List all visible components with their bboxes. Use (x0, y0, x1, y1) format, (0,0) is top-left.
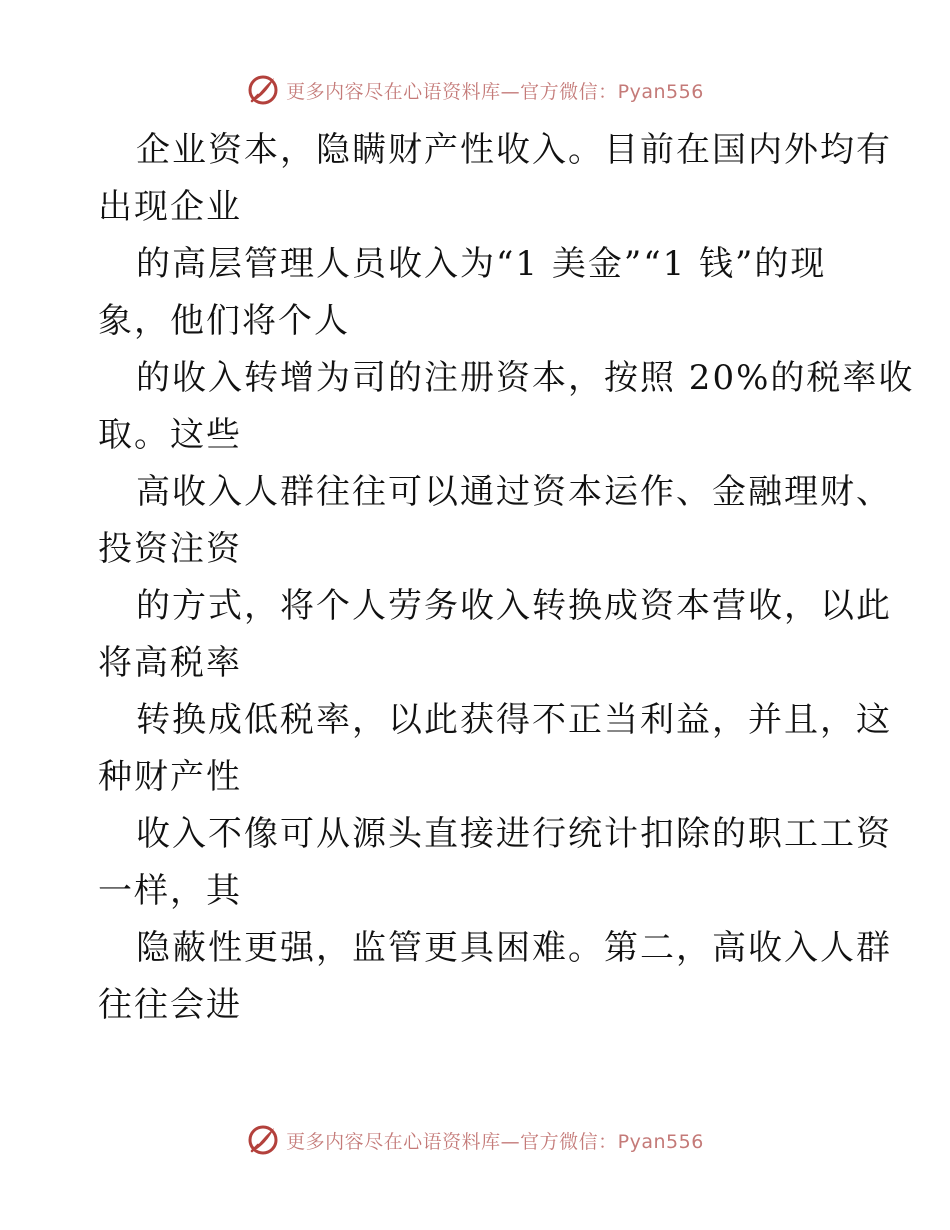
body-line: 取。这些 (98, 415, 242, 455)
body-line: 隐蔽性更强，监管更具困难。第二，高收入人群 (136, 928, 892, 968)
body-line: 的收入转增为司的注册资本，按照 20%的税率收 (136, 358, 915, 398)
watermark-text: 更多内容尽在心语资料库—官方微信：Pyan556 (286, 1130, 704, 1153)
document-body (98, 122, 915, 1034)
feather-quill-logo-icon (246, 73, 280, 107)
body-line: 的高层管理人员收入为“1 美金”“1 钱”的现 (136, 244, 827, 284)
body-line: 企业资本，隐瞒财产性收入。目前在国内外均有 (136, 130, 892, 170)
body-line: 投资注资 (98, 529, 242, 569)
body-line: 的方式，将个人劳务收入转换成资本营收，以此 (136, 586, 892, 626)
feather-quill-logo-icon (246, 1123, 280, 1157)
body-line: 高收入人群往往可以通过资本运作、金融理财、 (136, 472, 892, 512)
body-line: 将高税率 (98, 643, 242, 683)
body-line: 一样，其 (98, 871, 242, 911)
body-line: 收入不像可从源头直接进行统计扣除的职工工资 (136, 814, 892, 854)
body-line: 转换成低税率，以此获得不正当利益，并且，这 (136, 700, 892, 740)
body-line: 往往会进 (98, 985, 242, 1025)
body-line: 象，他们将个人 (98, 301, 350, 341)
footer-watermark (0, 1120, 950, 1160)
header-watermark (0, 70, 950, 110)
watermark-text: 更多内容尽在心语资料库—官方微信：Pyan556 (286, 80, 704, 103)
body-line: 种财产性 (98, 757, 242, 797)
body-line: 出现企业 (98, 187, 242, 227)
